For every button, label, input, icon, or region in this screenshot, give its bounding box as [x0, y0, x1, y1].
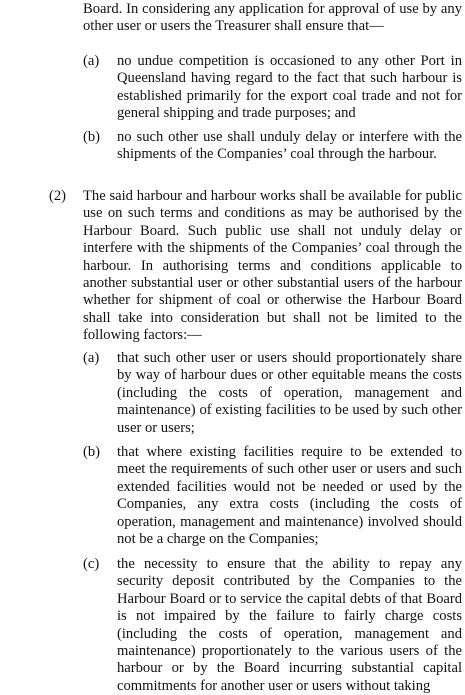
- item-label-second-a: (a): [83, 350, 100, 366]
- item-label-second-c: (c): [83, 556, 100, 572]
- section-paragraph: The said harbour and harbour works shall be available for public use on such terms and conditions as may be authorised by the Harbour Board. Such public use shall not unduly delay or interfere with the shipments of the Companies’ coal through the harbour. In authorising terms and conditions applicable to another substantial user or other substantial users of the harbour whether for shipment of coal or otherwise the Harbour Board shall take into consideration but shall not be limited to the following factors:—: [83, 188, 462, 344]
- item-text-second-a: that such other user or users should proportionately share by way of harbour dues or other equitable means the costs (including the costs of operation, management and maintenance) of existing facilities to be used by such other user or users;: [117, 350, 462, 436]
- intro-paragraph: Board. In considering any application for approval of use by any other user or users the Treasurer shall ensure that—: [83, 1, 462, 35]
- item-text-second-b: that where existing facilities require to be extended to meet the requirements of such other user or users and such extended facilities would not be needed or used by the Companies, any extra costs (including the costs of operation, management and maintenance) involved should not be a charge on the Companies;: [117, 444, 462, 548]
- item-label-first-b: (b): [83, 129, 101, 145]
- item-label-second-b: (b): [83, 444, 101, 460]
- item-label-first-a: (a): [83, 53, 100, 69]
- item-text-second-c: the necessity to ensure that the ability to repay any security deposit contributed by the Companies to the Harbour Board or to service the capital debts of that Board is not impaired by the failure to fairly charge costs (including the costs of operation, management and maintenance) proportionately to the various users of the harbour or by the Board incurring substantial capital commitments for another user or users without taking: [117, 556, 462, 694]
- item-text-first-a: no undue competition is occasioned to any other Port in Queensland having regard to the fact that such harbour is established primarily for the export coal trade and not for general shipping and trade purposes; and: [117, 53, 462, 122]
- section-label: (2): [49, 188, 67, 204]
- item-text-first-b: no such other use shall unduly delay or interfere with the shipments of the Companies’ coal through the harbour.: [117, 129, 462, 163]
